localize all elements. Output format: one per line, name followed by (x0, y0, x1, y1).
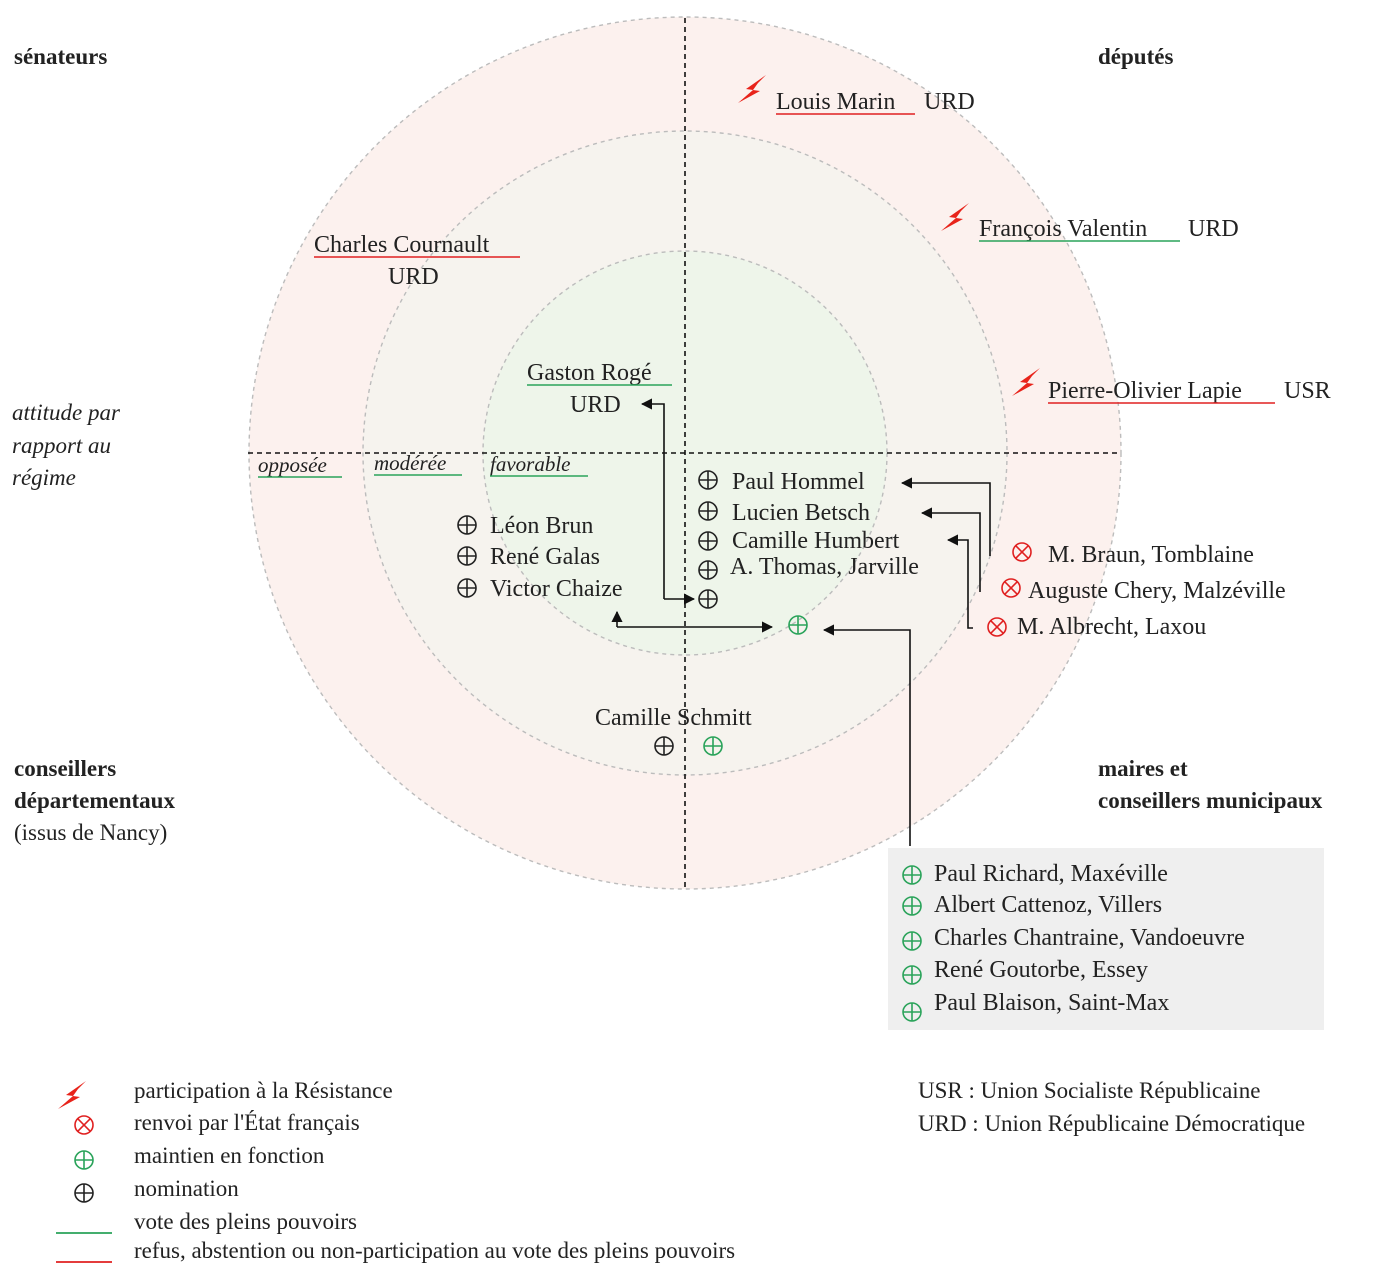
title-conseillers-3: (issus de Nancy) (14, 820, 168, 845)
depute-marin-name: Louis Marin (776, 89, 896, 115)
resistance-bolt-icon (58, 1081, 86, 1109)
nomination-icon (655, 737, 673, 755)
nomination-icon (75, 1184, 93, 1202)
maire-item: Paul Richard, Maxéville (934, 861, 1168, 887)
title-deputes: députés (1098, 44, 1174, 69)
maire-item: Albert Cattenoz, Villers (934, 892, 1163, 918)
maintien-icon (789, 616, 807, 634)
nomination-icon (699, 532, 717, 550)
nomination-icon (458, 547, 476, 565)
nomination-humbert: Camille Humbert (732, 528, 900, 554)
legend-maintien: maintien en fonction (134, 1143, 325, 1168)
nomination-hommel: Paul Hommel (732, 469, 865, 495)
renvoi-icon (75, 1116, 93, 1134)
abbr-usr: USR : Union Socialiste Républicaine (918, 1078, 1261, 1103)
title-maires-2: conseillers municipaux (1098, 788, 1323, 813)
nomination-icon (699, 502, 717, 520)
conseiller-chaize: Victor Chaize (490, 576, 623, 602)
maire-item: Paul Blaison, Saint-Max (934, 990, 1170, 1016)
senateur-cournault-party: URD (388, 264, 439, 290)
nomination-icon (699, 471, 717, 489)
ring-label-opposee: opposée (258, 453, 327, 477)
nomination-thomas: A. Thomas, Jarville (730, 554, 919, 580)
depute-lapie-name: Pierre-Olivier Lapie (1048, 378, 1242, 404)
conseiller-galas: René Galas (490, 544, 600, 570)
nomination-icon (458, 579, 476, 597)
maintien-icon (903, 1003, 921, 1021)
maintien-icon (903, 897, 921, 915)
legend-resistance: participation à la Résistance (134, 1078, 393, 1103)
maintien-icon (903, 866, 921, 884)
maintien-icon (903, 932, 921, 950)
depute-lapie-party: USR (1284, 378, 1331, 404)
title-conseillers-2: départementaux (14, 788, 175, 813)
maintien-icon (704, 737, 722, 755)
attitude-label-2: rapport au (12, 433, 112, 458)
attitude-label-3: régime (12, 465, 76, 490)
ring-label-favorable: favorable (490, 452, 571, 476)
nomination-betsch: Lucien Betsch (732, 500, 870, 526)
attitude-label-1: attitude par (12, 400, 120, 425)
senateur-roge-name: Gaston Rogé (527, 360, 652, 386)
maire-item: Charles Chantraine, Vandoeuvre (934, 925, 1245, 951)
ring-label-moderee: modérée (374, 451, 447, 475)
abbr-urd: URD : Union Républicaine Démocratique (918, 1111, 1306, 1136)
maire-item: René Goutorbe, Essey (934, 957, 1148, 983)
legend-refus: refus, abstention ou non-participation au vote des pleins pouvoirs (134, 1238, 736, 1263)
depute-valentin-name: François Valentin (979, 216, 1148, 242)
conseiller-schmitt: Camille Schmitt (595, 705, 752, 731)
legend-nomination: nomination (134, 1176, 239, 1201)
title-senateurs: sénateurs (14, 44, 108, 69)
depute-valentin-party: URD (1188, 216, 1239, 242)
depute-marin-party: URD (924, 89, 975, 115)
maintien-icon (903, 966, 921, 984)
title-maires-1: maires et (1098, 756, 1188, 781)
legend-renvoi: renvoi par l'État français (134, 1110, 360, 1135)
nomination-icon (699, 590, 717, 608)
renvoi-chery: Auguste Chery, Malzéville (1028, 578, 1286, 604)
conseiller-brun: Léon Brun (490, 513, 594, 539)
nomination-icon (458, 516, 476, 534)
renvoi-braun: M. Braun, Tomblaine (1048, 542, 1254, 568)
title-conseillers-1: conseillers (14, 756, 117, 781)
nomination-icon (699, 561, 717, 579)
senateur-cournault-name: Charles Cournault (314, 232, 490, 258)
legend-vote: vote des pleins pouvoirs (134, 1209, 357, 1234)
renvoi-albrecht: M. Albrecht, Laxou (1017, 614, 1207, 640)
maintien-icon (75, 1151, 93, 1169)
senateur-roge-party: URD (570, 392, 621, 418)
